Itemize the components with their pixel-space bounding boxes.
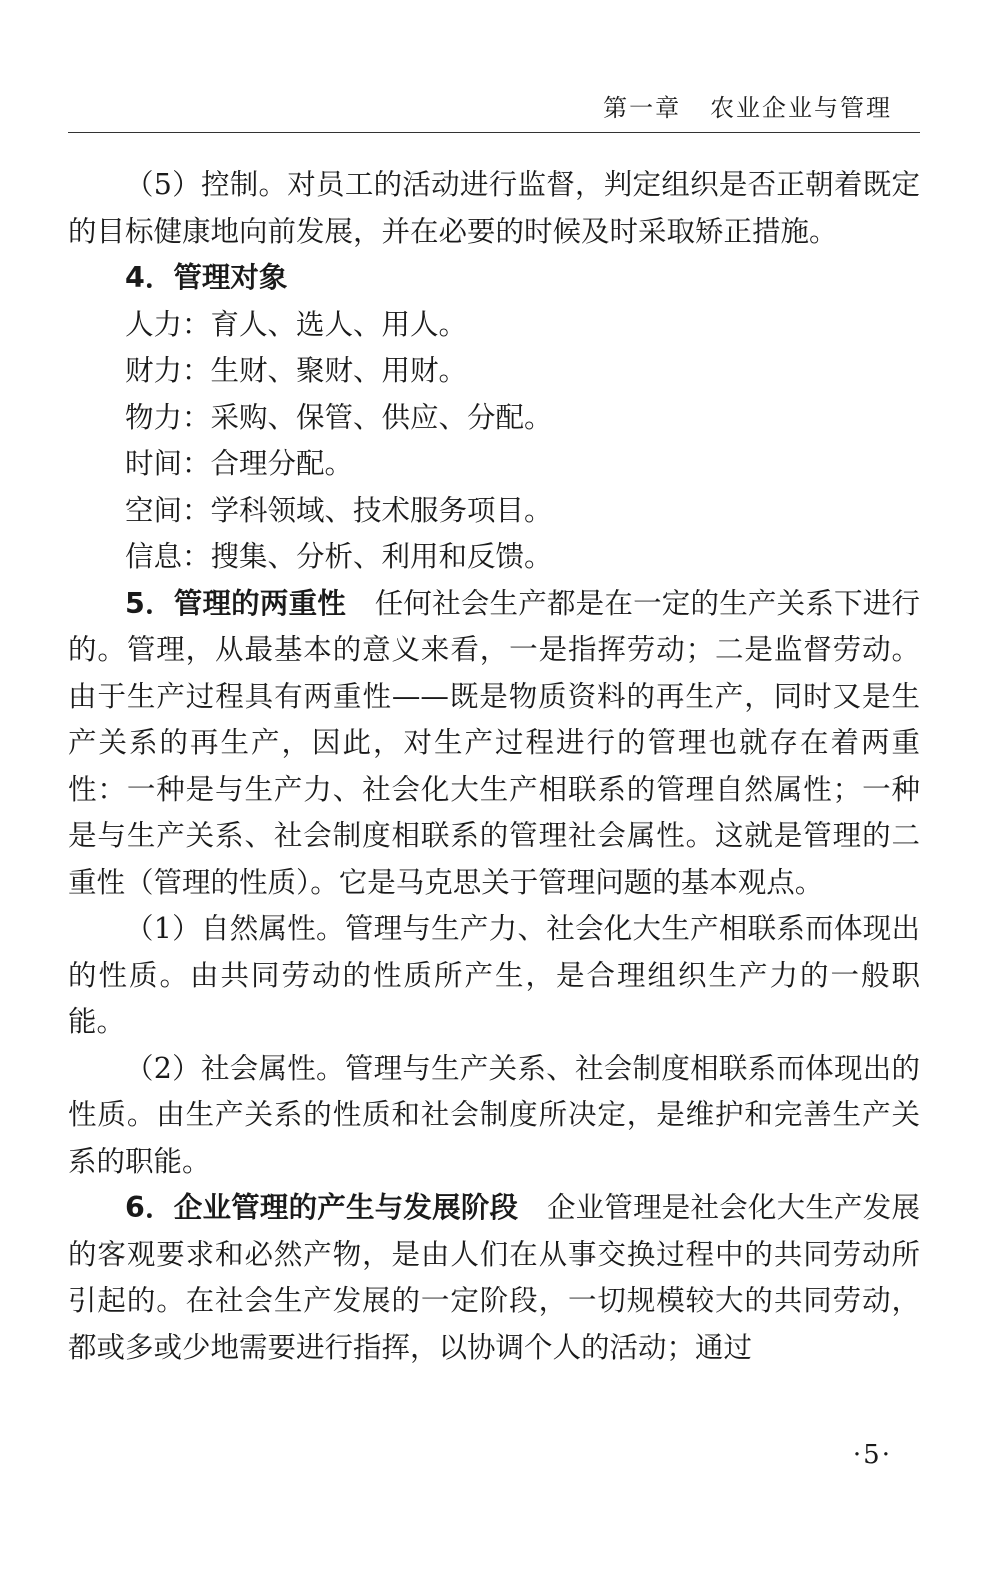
section-6-paragraph <box>68 1185 920 1371</box>
object-item-finance: 财力：生财、聚财、用财。 <box>125 354 468 387</box>
page-body <box>68 162 920 1371</box>
section-5-text: 任何社会生产都是在一定的生产关系下进行的。管理，从最基本的意义来看，一是指挥劳动；二是监督劳动。由于生产过程具有两重性——既是物质资料的再生产，同时又是生产关系的再生产，因此，对生产过程进行的管理也就存在着两重性：一种是与生产力、社会化大生产相联系的管理自然属性；一种是与生产关系、社会制度相联系的管理社会属性。这就是管理的二重性（管理的性质）。它是马克思关于管理问题的基本观点。 <box>68 586 920 899</box>
paragraph-social-attribute: （2）社会属性。管理与生产关系、社会制度相联系而体现出的性质。由生产关系的性质和社会制度所决定，是维护和完善生产关系的职能。 <box>68 1051 920 1178</box>
object-item-space: 空间：学科领域、技术服务项目。 <box>125 493 553 527</box>
object-item-information: 信息：搜集、分析、利用和反馈。 <box>125 540 553 573</box>
object-item-time: 时间：合理分配。 <box>125 447 354 480</box>
section-4-heading: 4．管理对象 <box>125 261 288 294</box>
section-6-text: 企业管理是社会化大生产发展的客观要求和必然产物，是由人们在从事交换过程中的共同劳动所引起的。在社会生产发展的一定阶段，一切规模较大的共同劳动，都或多或少地需要进行指挥，以协调个人的活动；通过 <box>68 1191 920 1364</box>
paragraph-control: （5）控制。对员工的活动进行监督，判定组织是否正朝着既定的目标健康地向前发展，并在必要的时候及时采取矫正措施。 <box>68 168 920 248</box>
object-item-material: 物力：采购、保管、供应、分配。 <box>125 400 553 434</box>
chapter-title: 第一章 农业企业与管理 <box>603 94 892 122</box>
object-item-manpower: 人力：育人、选人、用人。 <box>125 307 468 341</box>
section-6-heading: 6．企业管理的产生与发展阶段 <box>125 1191 519 1224</box>
paragraph-natural-attribute: （1）自然属性。管理与生产力、社会化大生产相联系而体现出的性质。由共同劳动的性质所产生，是合理组织生产力的一般职能。 <box>68 912 920 1038</box>
page-number: ·5· <box>852 1440 892 1470</box>
section-5-heading: 5．管理的两重性 <box>125 586 346 620</box>
running-header <box>68 84 920 133</box>
section-5-paragraph <box>68 581 920 907</box>
